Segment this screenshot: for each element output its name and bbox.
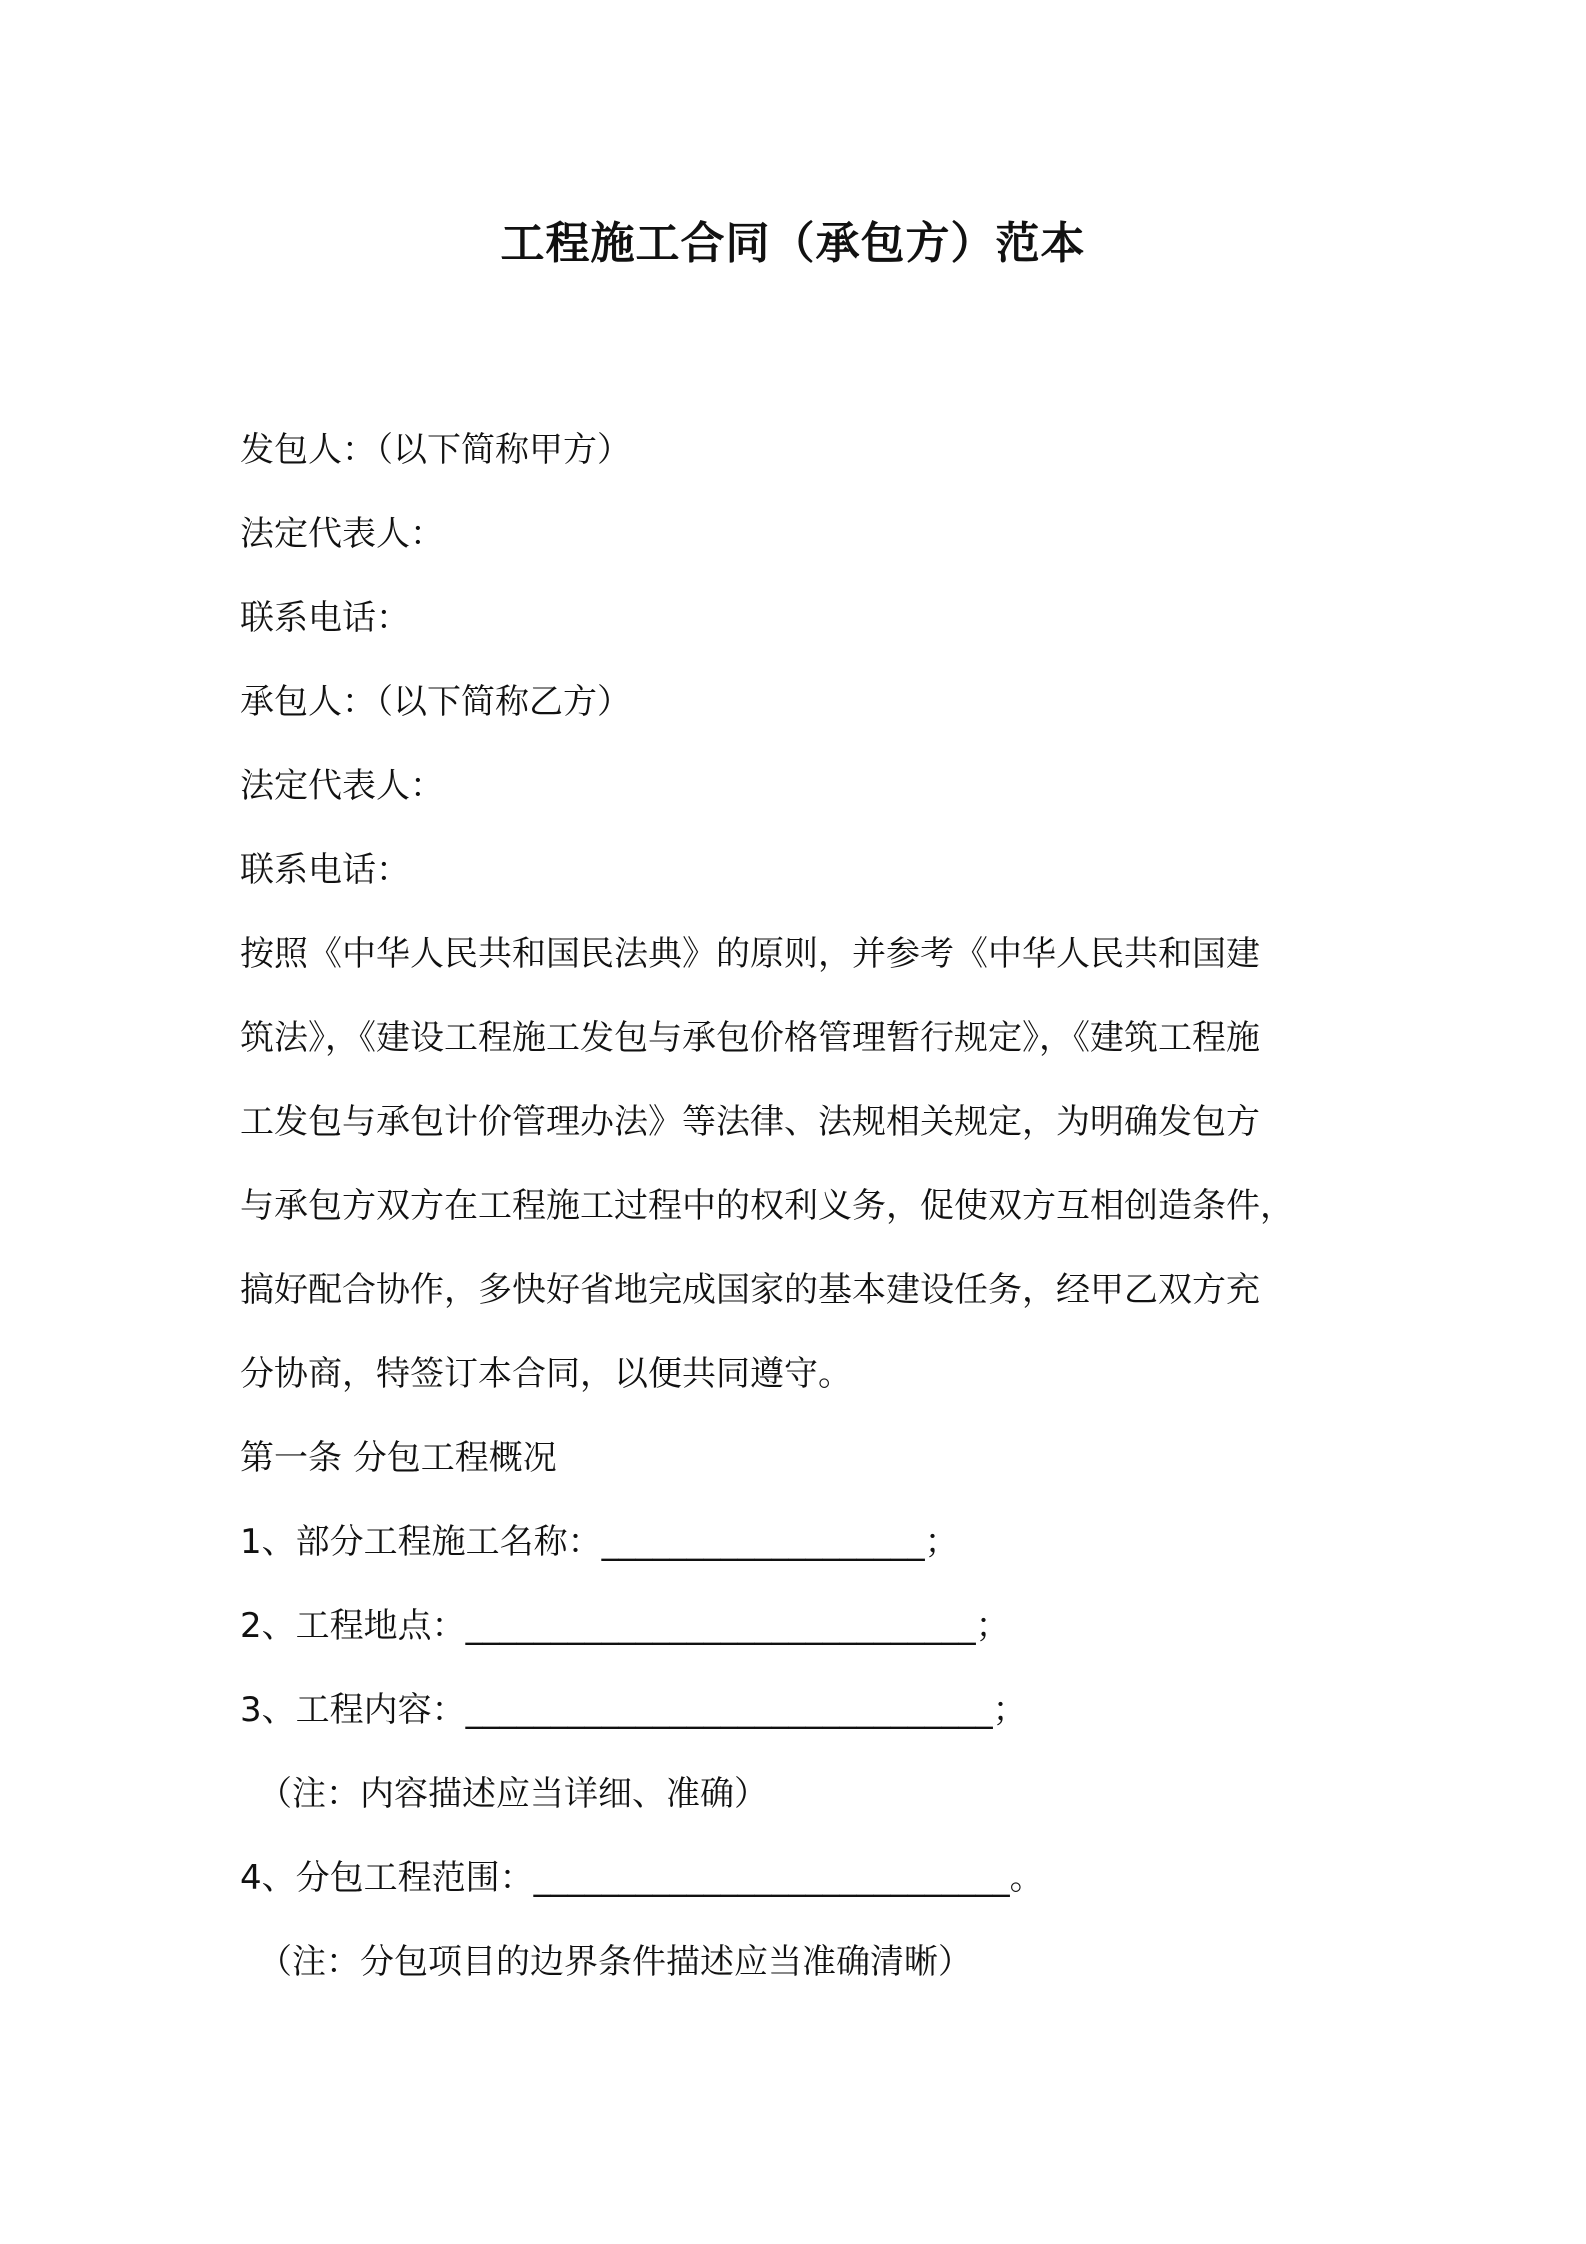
party-b-label: 承包人：（以下简称乙方） (240, 682, 631, 722)
preamble-line: 筑法》，《建设工程施工发包与承包价格管理暂行规定》，《建筑工程施 (240, 1018, 1260, 1058)
article-one-heading: 第一条 分包工程概况 (240, 1438, 557, 1478)
document-title: 工程施工合同（承包方）范本 (500, 218, 1086, 269)
preamble-line: 与承包方双方在工程施工过程中的权利义务，促使双方互相创造条件， (240, 1186, 1294, 1226)
item-project-content: 3、工程内容：_______________________________； (240, 1690, 1027, 1730)
party-a-phone: 联系电话： (240, 598, 410, 638)
party-b-phone: 联系电话： (240, 850, 410, 890)
document-body (240, 408, 1360, 2004)
item-project-location: 2、工程地点：______________________________； (240, 1606, 1010, 1646)
party-b-legal-rep: 法定代表人： (240, 766, 444, 806)
preamble-line: 按照《中华人民共和国民法典》的原则，并参考《中华人民共和国建 (240, 934, 1260, 974)
preamble-line: 分协商，特签订本合同，以便共同遵守。 (240, 1354, 852, 1394)
preamble-line: 工发包与承包计价管理办法》等法律、法规相关规定，为明确发包方 (240, 1102, 1260, 1142)
item-project-name: 1、部分工程施工名称：___________________； (240, 1522, 959, 1562)
party-a-label: 发包人：（以下简称甲方） (240, 430, 631, 470)
note-content: （注：内容描述应当详细、准确） (258, 1774, 768, 1814)
party-a-legal-rep: 法定代表人： (240, 514, 444, 554)
preamble-line: 搞好配合协作，多快好省地完成国家的基本建设任务，经甲乙双方充 (240, 1270, 1260, 1310)
note-scope: （注：分包项目的边界条件描述应当准确清晰） (258, 1942, 972, 1982)
item-subcontract-scope: 4、分包工程范围：____________________________。 (240, 1858, 1044, 1898)
